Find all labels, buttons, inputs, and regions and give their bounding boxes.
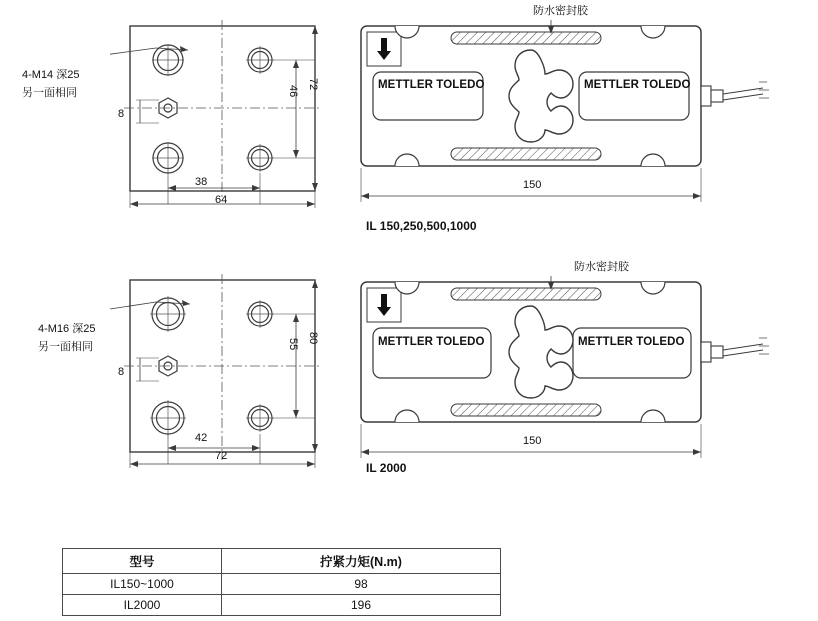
table-row xyxy=(63,574,501,595)
figure1-right-view xyxy=(355,10,795,215)
fig1-brand-right: METTLER TOLEDO xyxy=(584,79,691,91)
fig2-dim-55: 55 xyxy=(287,338,299,351)
fig2-dim-72: 72 xyxy=(215,450,228,462)
cell-torque: 98 xyxy=(222,574,501,595)
figure2-right-view xyxy=(355,266,795,471)
fig2-caption: IL 2000 xyxy=(366,461,407,475)
fig2-brand-right: METTLER TOLEDO xyxy=(578,336,685,348)
fig1-brand-left: METTLER TOLEDO xyxy=(378,79,485,91)
fig1-dim-38: 38 xyxy=(195,176,208,188)
fig2-callout-line1: 4-M16 深25 xyxy=(38,323,96,335)
fig2-dim-42: 42 xyxy=(195,432,208,444)
header-torque: 拧紧力矩(N.m) xyxy=(222,549,501,574)
fig2-dim-8: 8 xyxy=(118,366,125,378)
fig1-dim-150: 150 xyxy=(523,179,542,191)
fig1-dim-8: 8 xyxy=(118,108,125,120)
fig1-seal-label: 防水密封胶 xyxy=(533,5,588,17)
cell-model: IL150~1000 xyxy=(63,574,222,595)
fig2-seal-label: 防水密封胶 xyxy=(574,261,629,273)
fig2-dim-150: 150 xyxy=(523,435,542,447)
table-header-row xyxy=(63,549,501,574)
figure1-left-view xyxy=(110,18,340,213)
figure2-left-view xyxy=(110,272,340,472)
cell-torque: 196 xyxy=(222,595,501,616)
fig1-dim-64: 64 xyxy=(215,194,228,206)
fig1-dim-46: 46 xyxy=(287,85,299,98)
fig2-dim-80: 80 xyxy=(307,332,319,345)
fig1-dim-72: 72 xyxy=(307,78,319,91)
cell-model: IL2000 xyxy=(63,595,222,616)
fig1-callout-line2: 另一面相同 xyxy=(22,87,77,99)
table-row xyxy=(63,595,501,616)
torque-table xyxy=(62,548,501,616)
fig2-brand-left: METTLER TOLEDO xyxy=(378,336,485,348)
fig1-callout-line1: 4-M14 深25 xyxy=(22,69,80,81)
header-model: 型号 xyxy=(63,549,222,574)
fig1-caption: IL 150,250,500,1000 xyxy=(366,219,477,233)
fig2-callout-line2: 另一面相同 xyxy=(38,341,93,353)
